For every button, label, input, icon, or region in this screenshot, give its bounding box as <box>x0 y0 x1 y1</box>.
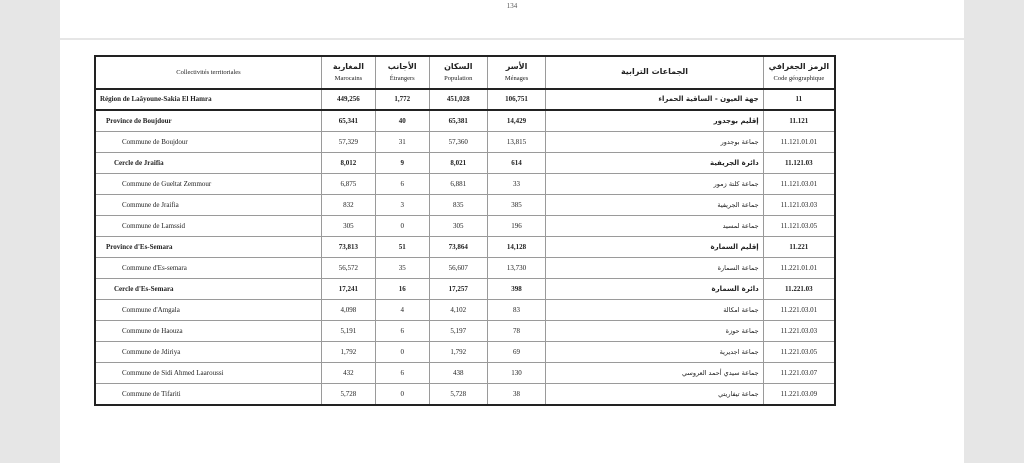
cell-code: 11.221.03.07 <box>763 363 835 384</box>
cell-name-fr: Commune d'Amgala <box>95 300 321 321</box>
cell-code: 11.121.03.03 <box>763 195 835 216</box>
header-etrangers-fr: Étrangers <box>389 75 415 82</box>
cell-population: 73,864 <box>429 237 487 258</box>
cell-marocains: 5,728 <box>321 384 375 406</box>
cell-name-ar: جماعة سيدي أحمد العروسي <box>546 363 764 384</box>
cell-name-ar: دائرة الجريفية <box>546 153 764 174</box>
cell-marocains: 73,813 <box>321 237 375 258</box>
cell-name-fr: Commune de Haouza <box>95 321 321 342</box>
cell-marocains: 65,341 <box>321 110 375 132</box>
cell-etrangers: 0 <box>375 216 429 237</box>
cell-marocains: 8,012 <box>321 153 375 174</box>
header-etrangers <box>375 56 429 89</box>
cell-name-fr: Province d'Es-Semara <box>95 237 321 258</box>
header-code-ar: الرمز الجغرافي <box>768 62 830 71</box>
population-table <box>94 55 836 406</box>
cell-name-ar: دائرة السمارة <box>546 279 764 300</box>
header-population-ar: السكان <box>444 62 473 71</box>
cell-population: 6,881 <box>429 174 487 195</box>
cell-menages: 13,730 <box>487 258 545 279</box>
cell-code: 11.221.03 <box>763 279 835 300</box>
cell-name-ar: إقليم بوجدور <box>546 110 764 132</box>
cell-population: 57,360 <box>429 132 487 153</box>
cell-name-fr: Province de Boujdour <box>95 110 321 132</box>
header-population <box>429 56 487 89</box>
table-row-commune <box>95 258 835 279</box>
cell-name-fr: Région de Laâyoune-Sakia El Hamra <box>95 89 321 110</box>
table-row-commune <box>95 363 835 384</box>
cell-menages: 14,429 <box>487 110 545 132</box>
cell-etrangers: 0 <box>375 384 429 406</box>
cell-menages: 614 <box>487 153 545 174</box>
cell-name-ar: جماعة الجريفية <box>546 195 764 216</box>
cell-menages: 196 <box>487 216 545 237</box>
cell-menages: 385 <box>487 195 545 216</box>
cell-marocains: 4,098 <box>321 300 375 321</box>
header-collectivites-label: Collectivités territoriales <box>176 69 241 76</box>
table-row-commune <box>95 216 835 237</box>
cell-name-ar: جماعة لمسيد <box>546 216 764 237</box>
header-code-fr: Code géographique <box>773 75 825 82</box>
cell-marocains: 1,792 <box>321 342 375 363</box>
cell-code: 11.221.01.01 <box>763 258 835 279</box>
header-marocains-fr: Marocains <box>334 75 363 82</box>
table-row-commune <box>95 300 835 321</box>
header-population-fr: Population <box>444 75 473 82</box>
cell-name-fr: Commune de Boujdour <box>95 132 321 153</box>
cell-marocains: 432 <box>321 363 375 384</box>
header-jamaat <box>546 56 764 89</box>
cell-code: 11.121.03.01 <box>763 174 835 195</box>
cell-menages: 14,128 <box>487 237 545 258</box>
cell-name-ar: جماعة حوزة <box>546 321 764 342</box>
cell-marocains: 57,329 <box>321 132 375 153</box>
cell-menages: 38 <box>487 384 545 406</box>
cell-code: 11 <box>763 89 835 110</box>
table-row-region <box>95 89 835 110</box>
cell-marocains: 17,241 <box>321 279 375 300</box>
cell-marocains: 449,256 <box>321 89 375 110</box>
cell-code: 11.121.01.01 <box>763 132 835 153</box>
cell-name-fr: Commune de Tifariti <box>95 384 321 406</box>
cell-name-fr: Commune de Jdiriya <box>95 342 321 363</box>
cell-name-ar: جماعة تيفاريتي <box>546 384 764 406</box>
table-row-commune <box>95 321 835 342</box>
header-marocains <box>321 56 375 89</box>
cell-code: 11.221.03.05 <box>763 342 835 363</box>
cell-code: 11.221 <box>763 237 835 258</box>
table-row-province <box>95 110 835 132</box>
cell-code: 11.221.03.01 <box>763 300 835 321</box>
cell-population: 17,257 <box>429 279 487 300</box>
cell-menages: 83 <box>487 300 545 321</box>
cell-population: 5,197 <box>429 321 487 342</box>
table-row-commune <box>95 384 835 406</box>
cell-marocains: 832 <box>321 195 375 216</box>
header-menages-ar: الأسر <box>505 62 528 71</box>
cell-marocains: 6,875 <box>321 174 375 195</box>
table-row-cercle <box>95 279 835 300</box>
cell-etrangers: 4 <box>375 300 429 321</box>
cell-etrangers: 40 <box>375 110 429 132</box>
cell-name-fr: Commune de Sidi Ahmed Laaroussi <box>95 363 321 384</box>
cell-population: 438 <box>429 363 487 384</box>
header-menages-fr: Ménages <box>504 75 529 82</box>
cell-etrangers: 16 <box>375 279 429 300</box>
cell-menages: 78 <box>487 321 545 342</box>
cell-population: 835 <box>429 195 487 216</box>
cell-marocains: 56,572 <box>321 258 375 279</box>
cell-population: 451,028 <box>429 89 487 110</box>
cell-name-fr: Commune de Gueltat Zemmour <box>95 174 321 195</box>
cell-name-ar: جماعة السمارة <box>546 258 764 279</box>
cell-population: 4,102 <box>429 300 487 321</box>
cell-code: 11.121.03 <box>763 153 835 174</box>
cell-name-ar: جماعة بوجدور <box>546 132 764 153</box>
cell-code: 11.221.03.09 <box>763 384 835 406</box>
cell-etrangers: 9 <box>375 153 429 174</box>
cell-etrangers: 51 <box>375 237 429 258</box>
previous-page-bottom <box>60 0 964 38</box>
cell-name-fr: Cercle de Jraifia <box>95 153 321 174</box>
cell-code: 11.121 <box>763 110 835 132</box>
cell-menages: 130 <box>487 363 545 384</box>
table-row-commune <box>95 342 835 363</box>
cell-population: 56,607 <box>429 258 487 279</box>
table-row-cercle <box>95 153 835 174</box>
cell-name-ar: جهة العيون - الساقية الحمراء <box>546 89 764 110</box>
table-row-commune <box>95 132 835 153</box>
page-number: 134 <box>506 2 518 10</box>
cell-name-fr: Commune de Jraifia <box>95 195 321 216</box>
table-row-commune <box>95 174 835 195</box>
cell-marocains: 305 <box>321 216 375 237</box>
table-header-row <box>95 56 835 89</box>
cell-population: 1,792 <box>429 342 487 363</box>
cell-etrangers: 6 <box>375 363 429 384</box>
cell-etrangers: 6 <box>375 174 429 195</box>
cell-menages: 69 <box>487 342 545 363</box>
cell-population: 8,021 <box>429 153 487 174</box>
header-marocains-ar: المغاربة <box>332 62 364 71</box>
cell-etrangers: 35 <box>375 258 429 279</box>
cell-menages: 106,751 <box>487 89 545 110</box>
cell-menages: 398 <box>487 279 545 300</box>
table-row-province <box>95 237 835 258</box>
cell-population: 305 <box>429 216 487 237</box>
header-code <box>763 56 835 89</box>
cell-code: 11.121.03.05 <box>763 216 835 237</box>
header-menages <box>487 56 545 89</box>
header-etrangers-ar: الأجانب <box>387 62 417 71</box>
cell-menages: 13,815 <box>487 132 545 153</box>
cell-name-ar: جماعة كلتة زمور <box>546 174 764 195</box>
cell-population: 65,381 <box>429 110 487 132</box>
cell-etrangers: 1,772 <box>375 89 429 110</box>
table-row-commune <box>95 195 835 216</box>
cell-population: 5,728 <box>429 384 487 406</box>
cell-etrangers: 6 <box>375 321 429 342</box>
cell-name-fr: Commune d'Es-semara <box>95 258 321 279</box>
header-jamaat-ar: الجماعات الترابية <box>620 66 688 76</box>
cell-name-fr: Commune de Lamssid <box>95 216 321 237</box>
cell-name-fr: Cercle d'Es-Semara <box>95 279 321 300</box>
cell-name-ar: جماعة امكالة <box>546 300 764 321</box>
cell-marocains: 5,191 <box>321 321 375 342</box>
cell-etrangers: 0 <box>375 342 429 363</box>
header-collectivites <box>95 56 321 89</box>
cell-name-ar: جماعة اجديرية <box>546 342 764 363</box>
cell-code: 11.221.03.03 <box>763 321 835 342</box>
cell-etrangers: 31 <box>375 132 429 153</box>
cell-menages: 33 <box>487 174 545 195</box>
cell-etrangers: 3 <box>375 195 429 216</box>
cell-name-ar: إقليم السمارة <box>546 237 764 258</box>
